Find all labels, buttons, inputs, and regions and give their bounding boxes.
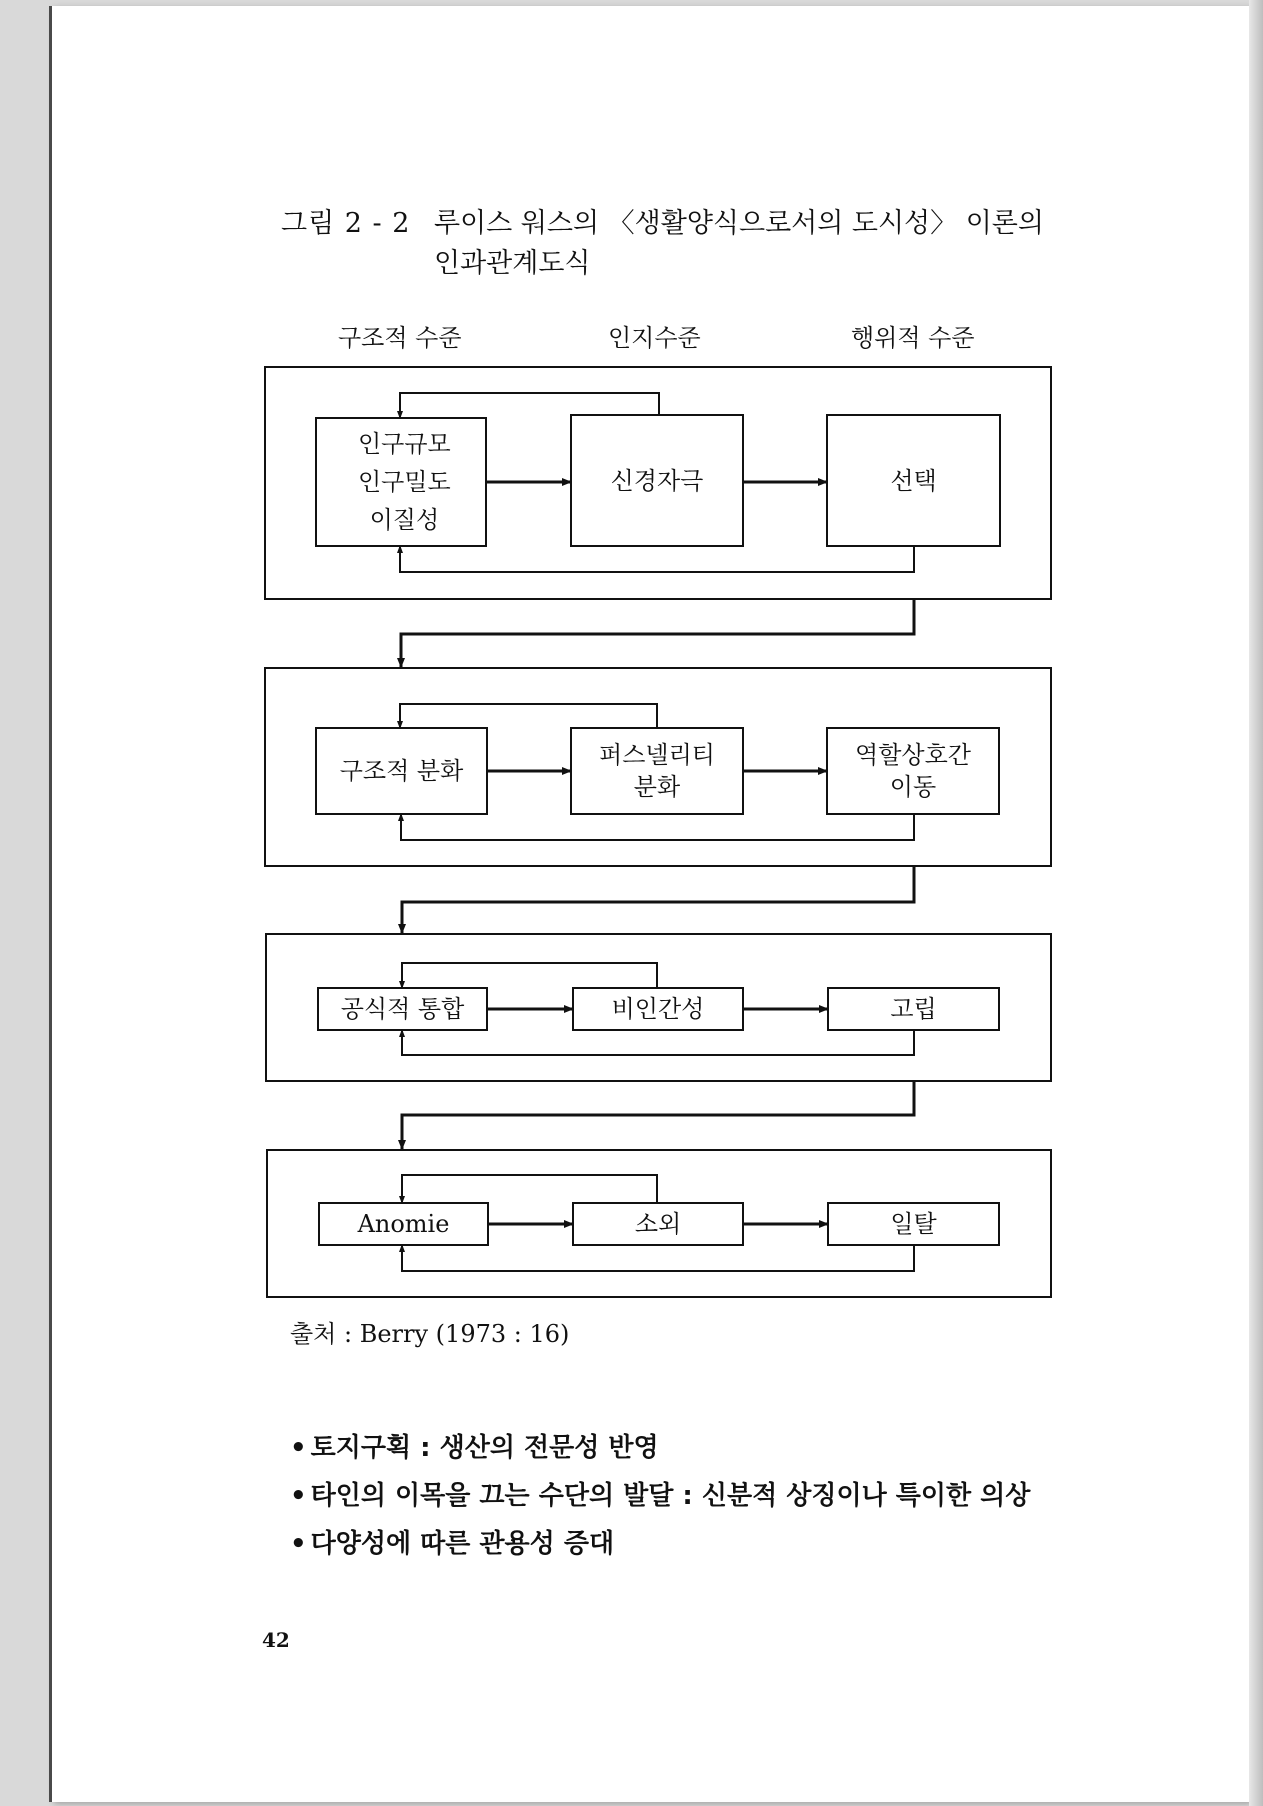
node-role-mobility: 역할상호간 이동 [855, 741, 971, 801]
bullet-dot: • [290, 1481, 307, 1511]
node-formal-integration: 공식적 통합 [340, 995, 465, 1023]
bullet-dot: • [290, 1529, 307, 1559]
node-structural-differentiation: 구조적 분화 [339, 757, 464, 785]
node-impersonality: 비인간성 [611, 995, 705, 1023]
node-nervous-stimulation: 신경자극 [610, 466, 704, 495]
list-item [290, 1520, 1030, 1568]
node-isolation: 고립 [890, 995, 937, 1023]
node-deviance: 일탈 [890, 1210, 937, 1238]
level-label-behavioral: 행위적 수준 [851, 324, 975, 352]
figure-source: 출처 : Berry (1973 : 16) [290, 1320, 570, 1348]
figure-title: 루이스 워스의 〈생활양식으로서의 도시성〉 이론의 [434, 208, 1044, 239]
node-selection: 선택 [890, 466, 937, 495]
node-population-size-density-heterogeneity: 인구규모 인구밀도 이질성 [358, 430, 451, 534]
figure-label: 그림 2 - 2 [281, 208, 411, 239]
level-label-structural: 구조적 수준 [338, 324, 462, 352]
page-number: 42 [262, 1628, 290, 1652]
figure-title-continued: 인과관계도식 [434, 248, 591, 279]
node-personality-differentiation: 퍼스넬리티 분화 [599, 741, 715, 801]
list-item [290, 1424, 1030, 1472]
bullet-dot: • [290, 1433, 307, 1463]
node-alienation: 소외 [634, 1210, 682, 1238]
bullet-text: 다양성에 따른 관용성 증대 [310, 1529, 615, 1559]
level-label-cognitive: 인지수준 [608, 324, 701, 352]
node-anomie: Anomie [357, 1210, 450, 1238]
bullet-text: 타인의 이목을 끄는 수단의 발달 : 신분적 상징이나 특이한 의상 [310, 1481, 1031, 1511]
bullet-text: 토지구획 : 생산의 전문성 반영 [310, 1433, 659, 1463]
bullet-list [290, 1424, 1030, 1568]
list-item [290, 1472, 1030, 1520]
